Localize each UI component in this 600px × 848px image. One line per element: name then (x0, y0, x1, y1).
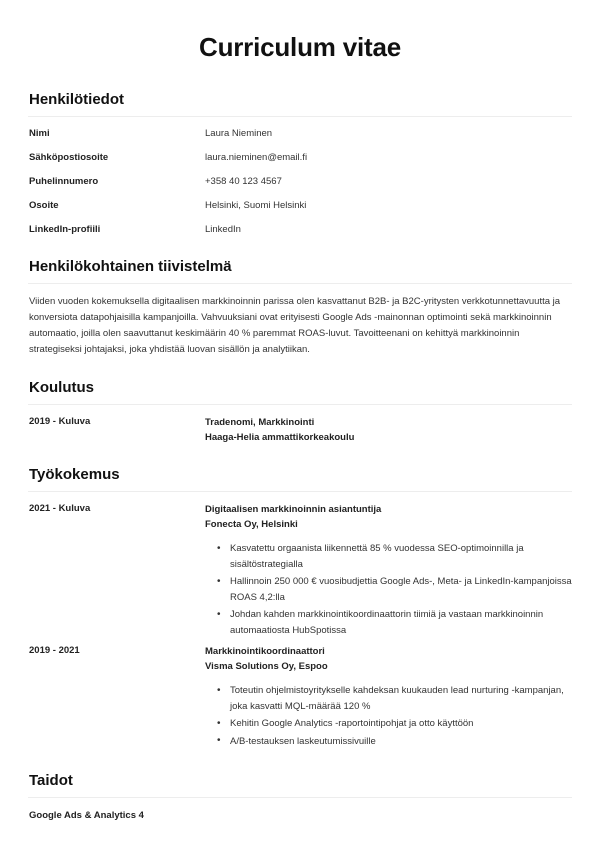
experience-bullet: • Kasvatettu orgaanista liikennettä 85 % vuodessa SEO-optimoinnilla ja sisältöstrategialla (217, 541, 572, 572)
section-heading-education: Koulutus (29, 379, 94, 396)
education-entry (28, 415, 572, 445)
info-label: Sähköpostiosoite (29, 152, 109, 163)
experience-details (205, 644, 572, 751)
experience-role: Markkinointikoordinaattori (205, 646, 325, 657)
info-value: Laura Nieminen (205, 128, 273, 139)
experience-entry (28, 644, 572, 751)
experience-bullet: • A/B-testauksen laskeutumissivuille (217, 734, 572, 750)
section-heading-skills: Taidot (29, 772, 73, 789)
section-work-experience (28, 465, 572, 751)
education-school: Haaga-Helia ammattikorkeakoulu (205, 432, 355, 443)
section-divider (28, 491, 572, 492)
experience-period: 2019 - 2021 (29, 645, 80, 656)
section-heading-summary: Henkilökohtainen tiivistelmä (29, 258, 232, 275)
info-label: Nimi (29, 128, 50, 139)
experience-bullet-list (205, 541, 572, 638)
info-label: Puhelinnumero (29, 176, 99, 187)
section-divider (28, 797, 572, 798)
experience-bullet: • Kehitin Google Analytics -raportointipohjat ja otto käyttöön (217, 716, 572, 732)
experience-employer: Visma Solutions Oy, Espoo (205, 661, 328, 672)
info-row (28, 199, 572, 213)
section-heading-experience: Työkokemus (29, 466, 120, 483)
education-period: 2019 - Kuluva (29, 416, 91, 427)
info-value: +358 40 123 4567 (205, 176, 282, 187)
section-personal-details (28, 90, 572, 237)
info-row (28, 151, 572, 165)
section-divider (28, 283, 572, 284)
section-divider (28, 404, 572, 405)
info-row (28, 175, 572, 189)
education-details (205, 415, 572, 445)
experience-period: 2021 - Kuluva (29, 503, 91, 514)
experience-details (205, 502, 572, 640)
section-heading-personal: Henkilötiedot (29, 91, 125, 108)
section-divider (28, 116, 572, 117)
info-label: Osoite (29, 200, 59, 211)
page-title: Curriculum vitae (199, 32, 401, 62)
experience-bullet-list (205, 683, 572, 749)
experience-entry (28, 502, 572, 640)
section-skills (28, 771, 572, 823)
info-row (28, 223, 572, 237)
experience-bullet: • Toteutin ohjelmistoyritykselle kahdeksan kuukauden lead nurturing -kampanjan, joka kasvatti MQL-määrää 120 % (217, 683, 572, 714)
info-label: LinkedIn-profiili (29, 224, 101, 235)
experience-bullet: • Hallinnoin 250 000 € vuosibudjettia Google Ads-, Meta- ja LinkedIn-kampanjoissa ROAS 4,2:lla (217, 574, 572, 605)
experience-employer: Fonecta Oy, Helsinki (205, 519, 298, 530)
section-education (28, 378, 572, 445)
linkedin-profile-link[interactable]: LinkedIn (205, 224, 241, 235)
info-value: laura.nieminen@email.fi (205, 152, 308, 163)
experience-role: Digitaalisen markkinoinnin asiantuntija (205, 504, 382, 515)
skill-item: Google Ads & Analytics 4 (29, 810, 144, 821)
education-degree: Tradenomi, Markkinointi (205, 417, 315, 428)
info-value: Helsinki, Suomi Helsinki (205, 200, 307, 211)
section-personal-summary (28, 257, 572, 358)
info-row (28, 127, 572, 141)
experience-bullet: • Johdan kahden markkinointikoordinaattorin tiimiä ja vastaan markkinoinnin automaatiosta HubSpotissa (217, 607, 572, 638)
summary-paragraph: Viiden vuoden kokemuksella digitaalisen markkinoinnin parissa olen kasvattanut B2B- ja B2C-yritysten verkkotunnettavuutta ja konversiota datapohjaisilla kampanjoilla. Vahvuuksiani ovat erityisesti Google Ads -mainonnan optimointi sekä markkinoinnin automaatio, joilla olen saavuttanut keskimäärin 40 % paremmat ROAS-luvut. Tavoitteenani on kehittyä markkinoinnin strategiseksi johtajaksi, joka yhdistää luovan sisällön ja analytiikan. (29, 296, 561, 355)
